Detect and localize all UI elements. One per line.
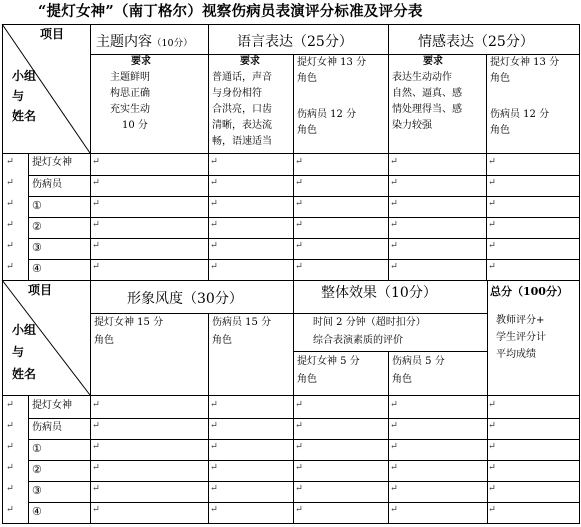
return-mark: ↵ [92,399,100,410]
return-mark: ↵ [390,156,398,167]
t2-col2a-2: 角色 [297,374,317,385]
t1-col3-score-4: 角色 [490,125,510,136]
t1-col2-title: 语言表达（25分） [237,34,353,50]
return-mark: ↵ [488,399,496,410]
return-mark: ↵ [92,198,100,209]
t1-col2-req-2: 与身份相符 [212,88,262,99]
return-mark: ↵ [390,219,398,230]
return-mark: ↵ [390,504,398,515]
t1-col1-req-label: 要求 [131,56,151,67]
t1-col3-req-1: 表达生动动作 [392,72,452,83]
t2-col3-2: 学生评分计 [496,332,546,343]
return-mark: ↵ [210,399,218,410]
return-mark: ↵ [295,219,303,230]
t1-header-group-3: 姓名 [12,109,37,123]
t2-row-label: 伤病员 [32,422,62,433]
t1-header-project: 项目 [40,27,65,41]
return-mark: ↵ [92,156,100,167]
t1-col2-req-5: 畅，语速适当 [212,136,272,147]
return-mark: ↵ [210,462,218,473]
return-mark: ↵ [390,177,398,188]
t2-col3-title: 总分（100分） [490,285,568,298]
return-mark: ↵ [488,240,496,251]
return-mark: ↵ [488,261,496,272]
t2-col1a-2: 角色 [94,335,114,346]
return-mark: ↵ [488,219,496,230]
return-mark: ↵ [390,441,398,452]
return-mark: ↵ [488,504,496,515]
return-mark: ↵ [92,240,100,251]
t2-col3-3: 平均成绩 [496,349,536,360]
t1-col2-req-3: 合洪亮，口齿 [212,104,272,115]
t2-col2b-1: 伤病员 5 分 [392,356,445,367]
t1-row-label: 伤病员 [32,179,62,190]
t1-col1-req-2: 构思正确 [110,88,150,99]
t1-col3-req-3: 情处理得当、感 [392,104,462,115]
return-mark: ↵ [390,240,398,251]
return-mark: ↵ [92,219,100,230]
t2-col1-title: 形象风度（30分） [127,291,243,307]
return-mark: ↵ [210,420,218,431]
return-mark: ↵ [6,441,14,452]
t1-col3-req-label: 要求 [423,56,443,67]
return-mark: ↵ [6,240,14,251]
return-mark: ↵ [488,483,496,494]
return-mark: ↵ [390,420,398,431]
return-mark: ↵ [488,462,496,473]
return-mark: ↵ [6,177,14,188]
return-mark: ↵ [210,240,218,251]
return-mark: ↵ [6,420,14,431]
t1-col2-score-1: 提灯女神 13 分 [297,57,367,68]
return-mark: ↵ [6,156,14,167]
t1-row-label: ④ [32,262,42,275]
t2-header-project: 项目 [28,283,53,297]
t1-col2-score-3: 伤病员 12 分 [297,109,357,120]
t1-col1-title: 主题内容（10分） [96,34,193,50]
t1-col3-score-1: 提灯女神 13 分 [490,57,560,68]
return-mark: ↵ [210,177,218,188]
return-mark: ↵ [295,240,303,251]
t1-col2-score-2: 角色 [297,73,317,84]
return-mark: ↵ [488,198,496,209]
t1-header-group-1: 小组 [12,69,37,83]
return-mark: ↵ [6,261,14,272]
t2-header-group-3: 姓名 [12,367,37,381]
return-mark: ↵ [295,156,303,167]
t2-col2a-1: 提灯女神 5 分 [297,356,360,367]
return-mark: ↵ [210,156,218,167]
t2-col2-top-2: 综合表演素质的评价 [313,335,403,346]
return-mark: ↵ [92,504,100,515]
t1-col3-req-4: 染力较强 [392,120,432,131]
t1-col3-title: 情感表达（25分） [418,34,534,50]
return-mark: ↵ [390,198,398,209]
return-mark: ↵ [390,462,398,473]
page-title: “提灯女神”（南丁格尔）视察伤病员表演评分标准及评分表 [38,3,423,20]
t1-col2-req-1: 普通话，声音 [212,72,272,83]
return-mark: ↵ [92,483,100,494]
t2-row-label: ③ [32,484,42,497]
return-mark: ↵ [92,261,100,272]
t2-col1a-1: 提灯女神 15 分 [94,317,164,328]
t1-header-group-2: 与 [12,89,25,103]
t2-row-label: ④ [32,505,42,518]
return-mark: ↵ [210,261,218,272]
return-mark: ↵ [92,441,100,452]
t2-col3-1: 教师评分+ [496,315,545,326]
return-mark: ↵ [488,420,496,431]
t1-col2-req-4: 清晰，表达流 [212,120,272,131]
return-mark: ↵ [210,504,218,515]
t1-col2-req-label: 要求 [240,56,260,67]
t1-col2-score-4: 角色 [297,125,317,136]
return-mark: ↵ [390,261,398,272]
return-mark: ↵ [488,441,496,452]
return-mark: ↵ [6,462,14,473]
return-mark: ↵ [295,483,303,494]
t1-row-label: ① [32,199,42,212]
return-mark: ↵ [295,198,303,209]
t1-col3-score-2: 角色 [490,73,510,84]
return-mark: ↵ [295,261,303,272]
t2-col2-title: 整体效果（10分） [321,285,437,301]
t2-row-label: ① [32,442,42,455]
return-mark: ↵ [6,483,14,494]
t1-row-label: ② [32,220,42,233]
return-mark: ↵ [295,399,303,410]
return-mark: ↵ [295,177,303,188]
return-mark: ↵ [390,399,398,410]
t2-row-label: 提灯女神 [32,400,72,411]
t1-row-label: ③ [32,241,42,254]
return-mark: ↵ [210,483,218,494]
return-mark: ↵ [295,462,303,473]
t2-col1b-2: 角色 [212,335,232,346]
t2-row-label: ② [32,463,42,476]
t2-header-group-1: 小组 [12,323,37,337]
t2-col2-top-1: 时间 2 分钟（超时扣分） [313,317,426,328]
return-mark: ↵ [6,219,14,230]
return-mark: ↵ [6,399,14,410]
t1-col1-req-3: 充实生动 [110,104,150,115]
return-mark: ↵ [295,420,303,431]
return-mark: ↵ [92,420,100,431]
return-mark: ↵ [295,441,303,452]
t1-col3-req-2: 自然、逼真、感 [392,88,462,99]
t1-col1-req-1: 主题鲜明 [110,72,150,83]
return-mark: ↵ [210,198,218,209]
return-mark: ↵ [92,177,100,188]
return-mark: ↵ [488,177,496,188]
return-mark: ↵ [390,483,398,494]
t2-header-group-2: 与 [12,345,25,359]
return-mark: ↵ [6,504,14,515]
return-mark: ↵ [6,198,14,209]
return-mark: ↵ [210,219,218,230]
t1-col1-req-4: 10 分 [122,120,148,131]
t1-col3-score-3: 伤病员 12 分 [490,109,550,120]
t2-col2b-2: 角色 [392,374,412,385]
t2-col1b-1: 伤病员 15 分 [212,317,272,328]
return-mark: ↵ [295,504,303,515]
return-mark: ↵ [210,441,218,452]
return-mark: ↵ [92,462,100,473]
return-mark: ↵ [488,156,496,167]
t1-row-label: 提灯女神 [32,157,72,168]
